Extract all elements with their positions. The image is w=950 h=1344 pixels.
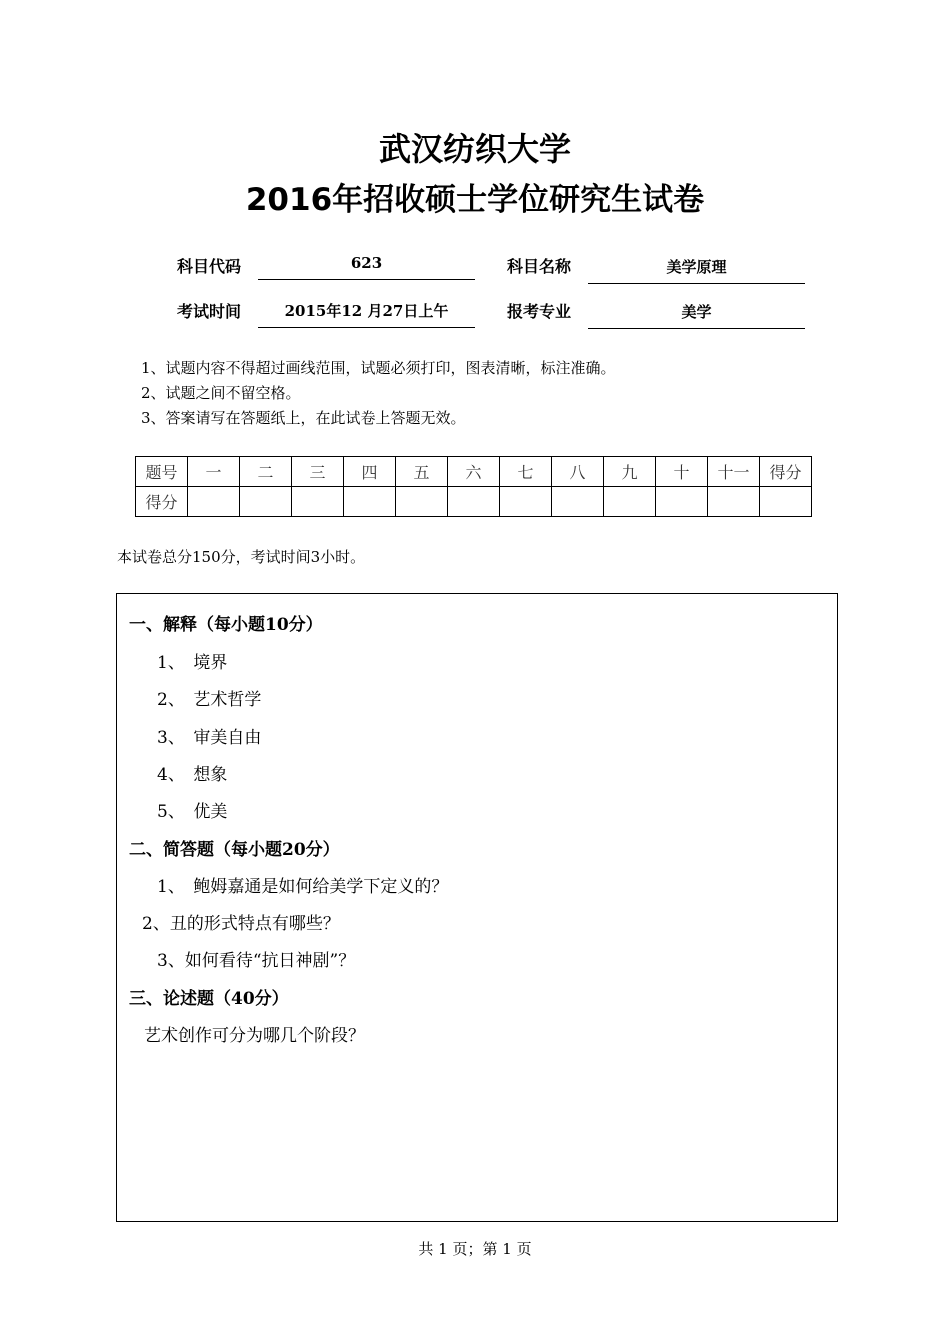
table-row: [136, 457, 812, 487]
table-cell: 一: [188, 457, 240, 487]
score-cell: [448, 487, 500, 517]
exam-time-value: 2015年12 月27日上午: [258, 301, 475, 328]
major-label: 报考专业: [507, 302, 572, 321]
score-cell: [500, 487, 552, 517]
exam-time-label: 考试时间: [177, 302, 242, 321]
table-cell: 题号: [136, 457, 188, 487]
table-cell: 六: [448, 457, 500, 487]
table-cell: 七: [500, 457, 552, 487]
score-cell: [604, 487, 656, 517]
question-item: 5、 优美: [157, 802, 228, 822]
exam-title: 2016年招收硕士学位研究生试卷: [245, 182, 705, 218]
question-item: 3、如何看待“抗日神剧”？: [157, 951, 356, 971]
table-cell: 三: [292, 457, 344, 487]
question-item: 2、 艺术哲学: [157, 690, 262, 710]
page-footer: 共 1 页；第 1 页: [418, 1240, 532, 1258]
score-cell: [552, 487, 604, 517]
section-3-title: 三、论述题（40分）: [129, 989, 289, 1009]
rule-item: 1、试题内容不得超过画线范围，试题必须打印，图表清晰，标注准确。: [141, 359, 616, 377]
score-cell: [708, 487, 760, 517]
score-cell: [396, 487, 448, 517]
questions-box: [116, 593, 838, 1222]
university-title: 武汉纺织大学: [378, 130, 571, 168]
table-row: [136, 487, 812, 517]
question-item: 1、 鲍姆嘉通是如何给美学下定义的？: [157, 877, 449, 897]
score-cell: [344, 487, 396, 517]
score-cell: [292, 487, 344, 517]
total-score-note: 本试卷总分150分，考试时间3小时。: [117, 548, 366, 566]
question-item: 艺术创作可分为哪几个阶段？: [144, 1026, 365, 1046]
section-2-title: 二、简答题（每小题20分）: [129, 840, 340, 860]
major-value: 美学: [588, 302, 805, 329]
score-cell: [188, 487, 240, 517]
subject-code-value: 623: [258, 253, 475, 280]
score-cell: [760, 487, 812, 517]
question-item: 2、丑的形式特点有哪些？: [142, 914, 340, 934]
subject-name-label: 科目名称: [507, 257, 572, 276]
question-item: 4、 想象: [157, 765, 228, 785]
rule-item: 3、答案请写在答题纸上，在此试卷上答题无效。: [141, 409, 466, 427]
exam-rules: [141, 356, 616, 431]
table-cell: 八: [552, 457, 604, 487]
score-cell: [656, 487, 708, 517]
question-item: 3、 审美自由: [157, 728, 262, 748]
rule-item: 2、试题之间不留空格。: [141, 384, 301, 402]
score-table: [135, 456, 812, 517]
table-cell: 得分: [760, 457, 812, 487]
subject-name-value: 美学原理: [588, 257, 805, 284]
table-cell: 五: [396, 457, 448, 487]
score-cell: [240, 487, 292, 517]
table-cell: 九: [604, 457, 656, 487]
table-cell: 得分: [136, 487, 188, 517]
table-cell: 四: [344, 457, 396, 487]
question-item: 1、 境界: [157, 653, 228, 673]
subject-code-label: 科目代码: [177, 257, 242, 276]
table-cell: 二: [240, 457, 292, 487]
table-cell: 十: [656, 457, 708, 487]
table-cell: 十一: [708, 457, 760, 487]
section-1-title: 一、解释（每小题10分）: [129, 615, 323, 635]
